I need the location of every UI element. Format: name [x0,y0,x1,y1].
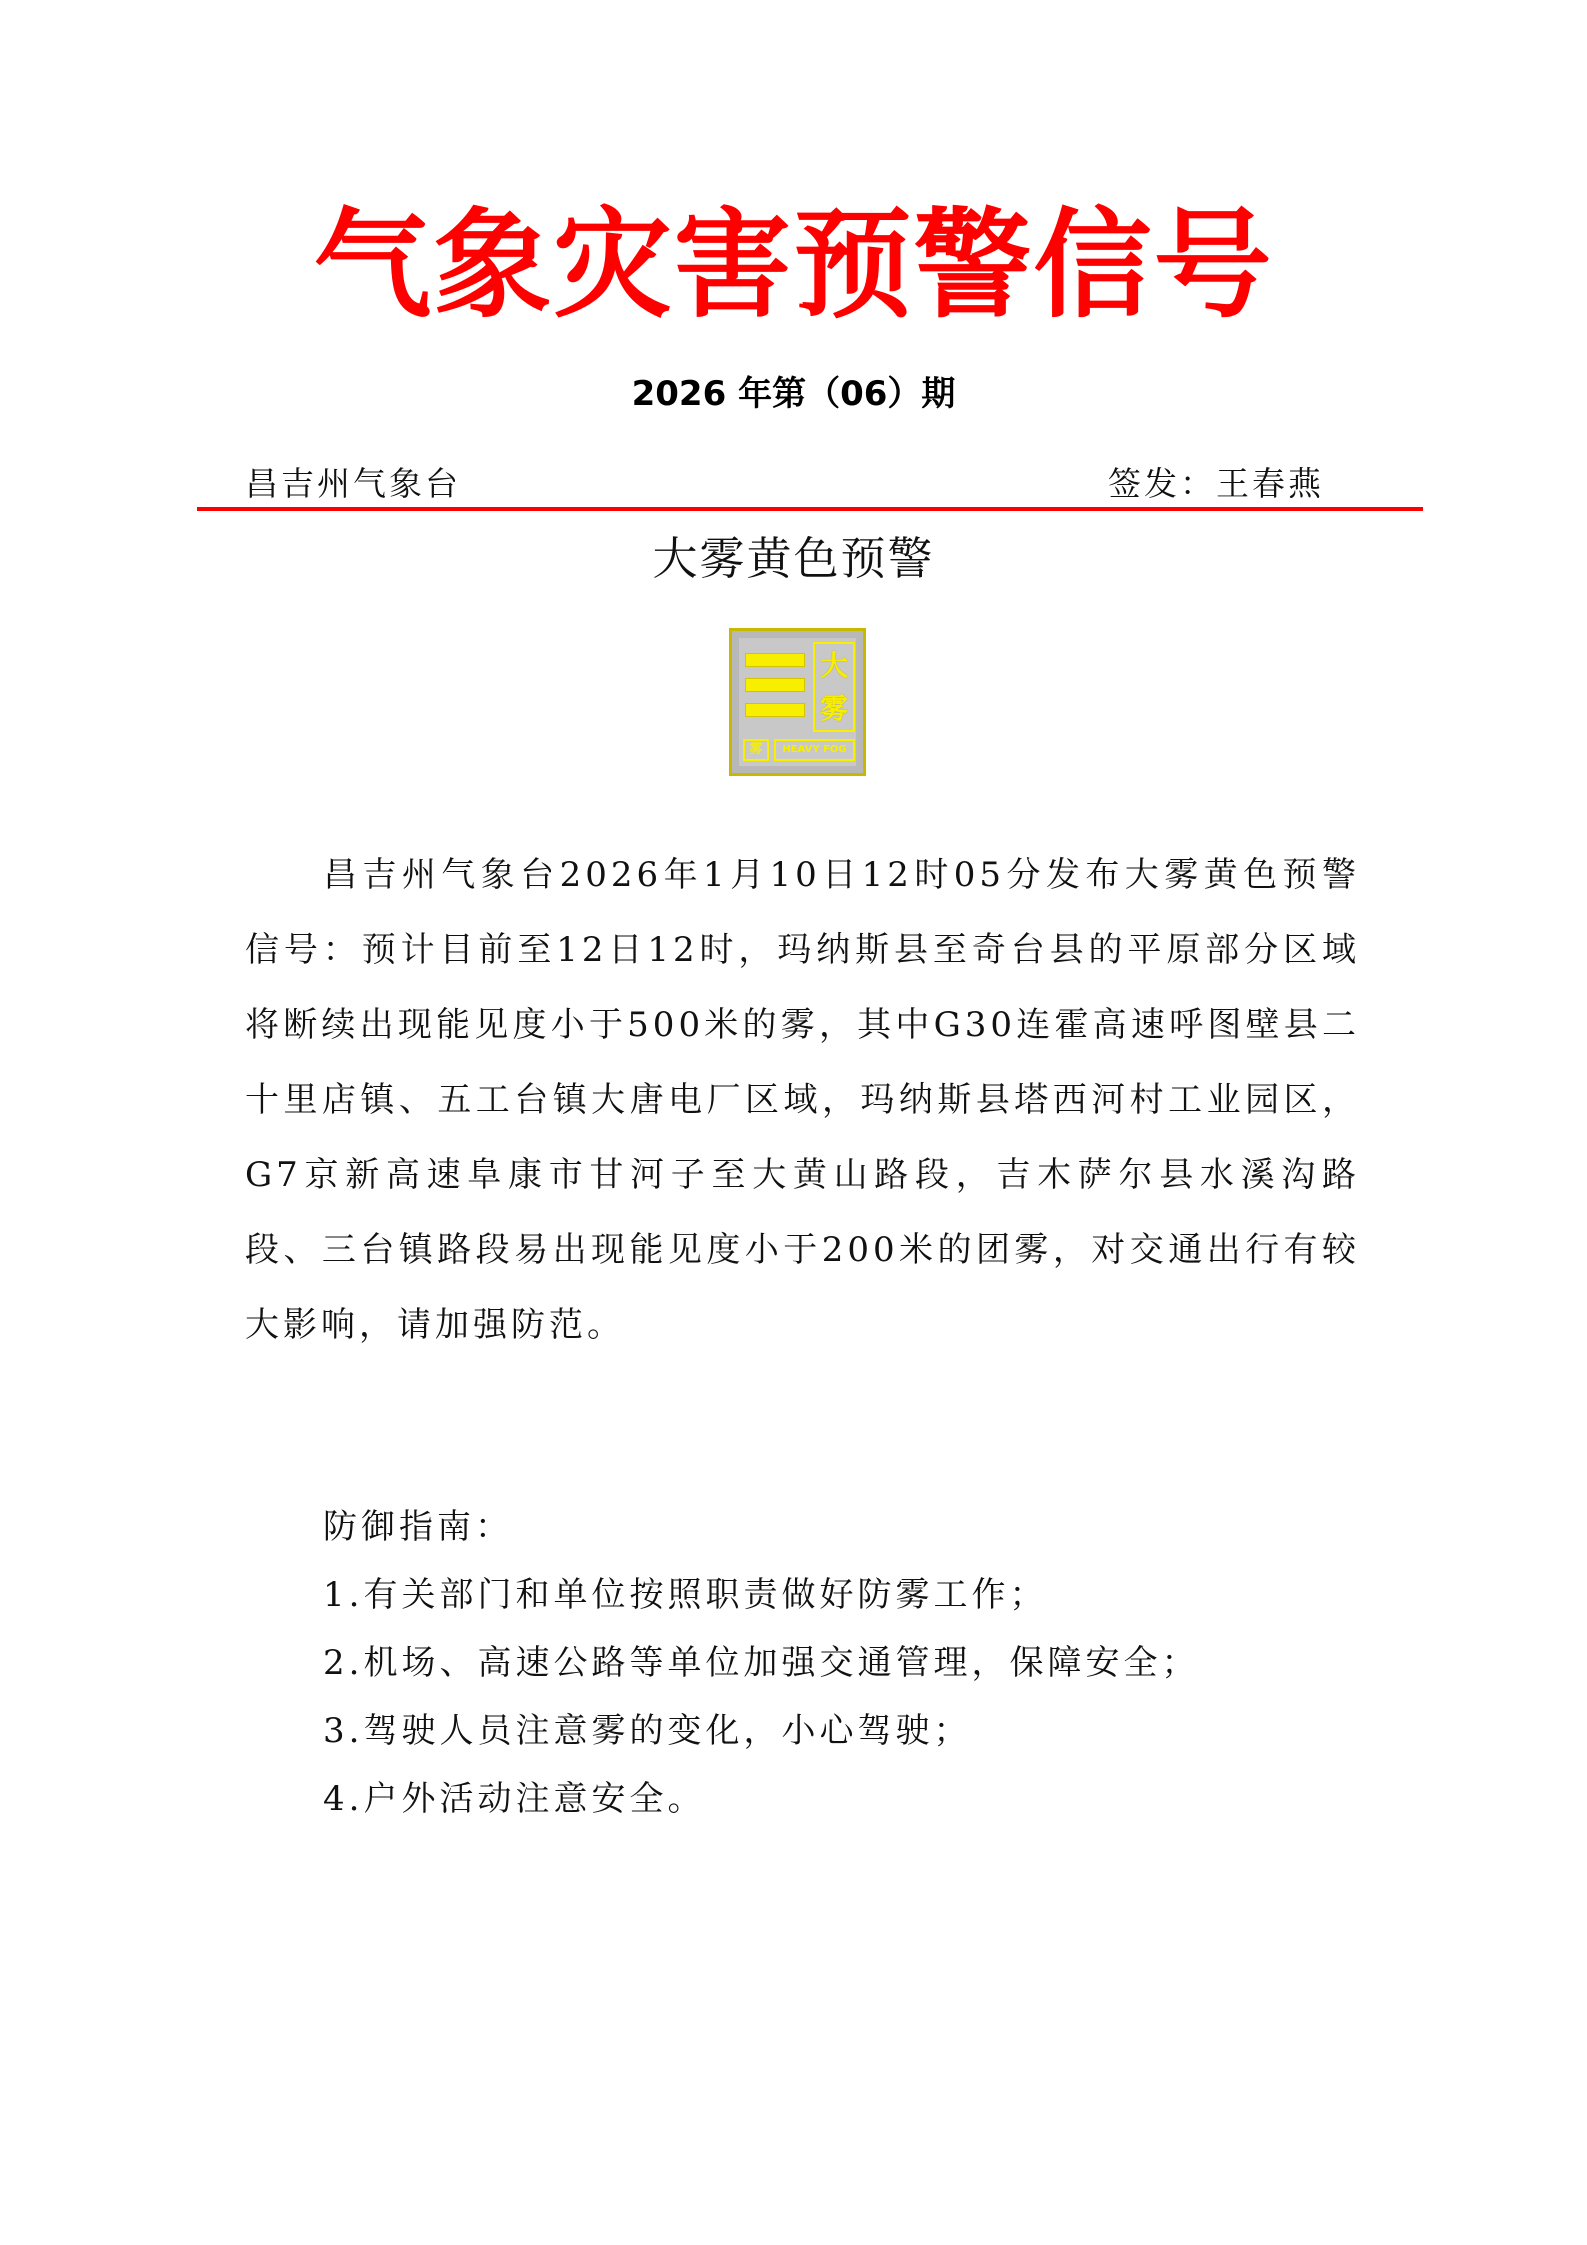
signer: 签发：王春燕 [1108,464,1324,503]
fog-level-bar [745,678,805,692]
icon-english-label: HEAVY FOG [774,739,855,761]
issue-number: 2026 年第（06）期 [631,374,956,414]
warning-heading: 大雾黄色预警 [652,532,935,585]
guide-item: 2.机场、高速公路等单位加强交通管理，保障安全； [323,1643,1200,1683]
fog-level-bar [745,653,805,667]
guide-title: 防御指南： [323,1507,513,1547]
guide-item: 1.有关部门和单位按照职责做好防雾工作； [323,1575,1048,1615]
fog-level-bar [745,703,805,717]
header-divider [197,507,1423,511]
warning-body-paragraph: 昌吉州气象台2026年1月10日12时05分发布大雾黄色预警信号：预计目前至12日12时，玛纳斯县至奇台县的平原部分区域将断续出现能见度小于500米的雾，其中G30连霍高速呼图壁县二十里店镇、五工台镇大唐电厂区域，玛纳斯县塔西河村工业园区，G7京新高速阜康市甘河子至大黄山路段，吉木萨尔县水溪沟路段、三台镇路段易出现能见度小于200米的团雾，对交通出行有较大影响，请加强防范。 [245,855,1360,1345]
icon-char-bottom: 雾 [819,691,848,725]
heavy-fog-warning-icon [729,628,866,776]
icon-char-box [813,642,855,732]
defense-guide [323,1493,1363,1833]
issuing-organization: 昌吉州气象台 [245,464,461,503]
guide-item: 4.户外活动注意安全。 [323,1779,706,1819]
guide-item: 3.驾驶人员注意雾的变化，小心驾驶； [323,1711,972,1751]
page-title: 气象灾害预警信号 [313,196,1274,334]
icon-small-char: 雾 [743,739,769,761]
icon-char-top: 大 [819,648,848,682]
